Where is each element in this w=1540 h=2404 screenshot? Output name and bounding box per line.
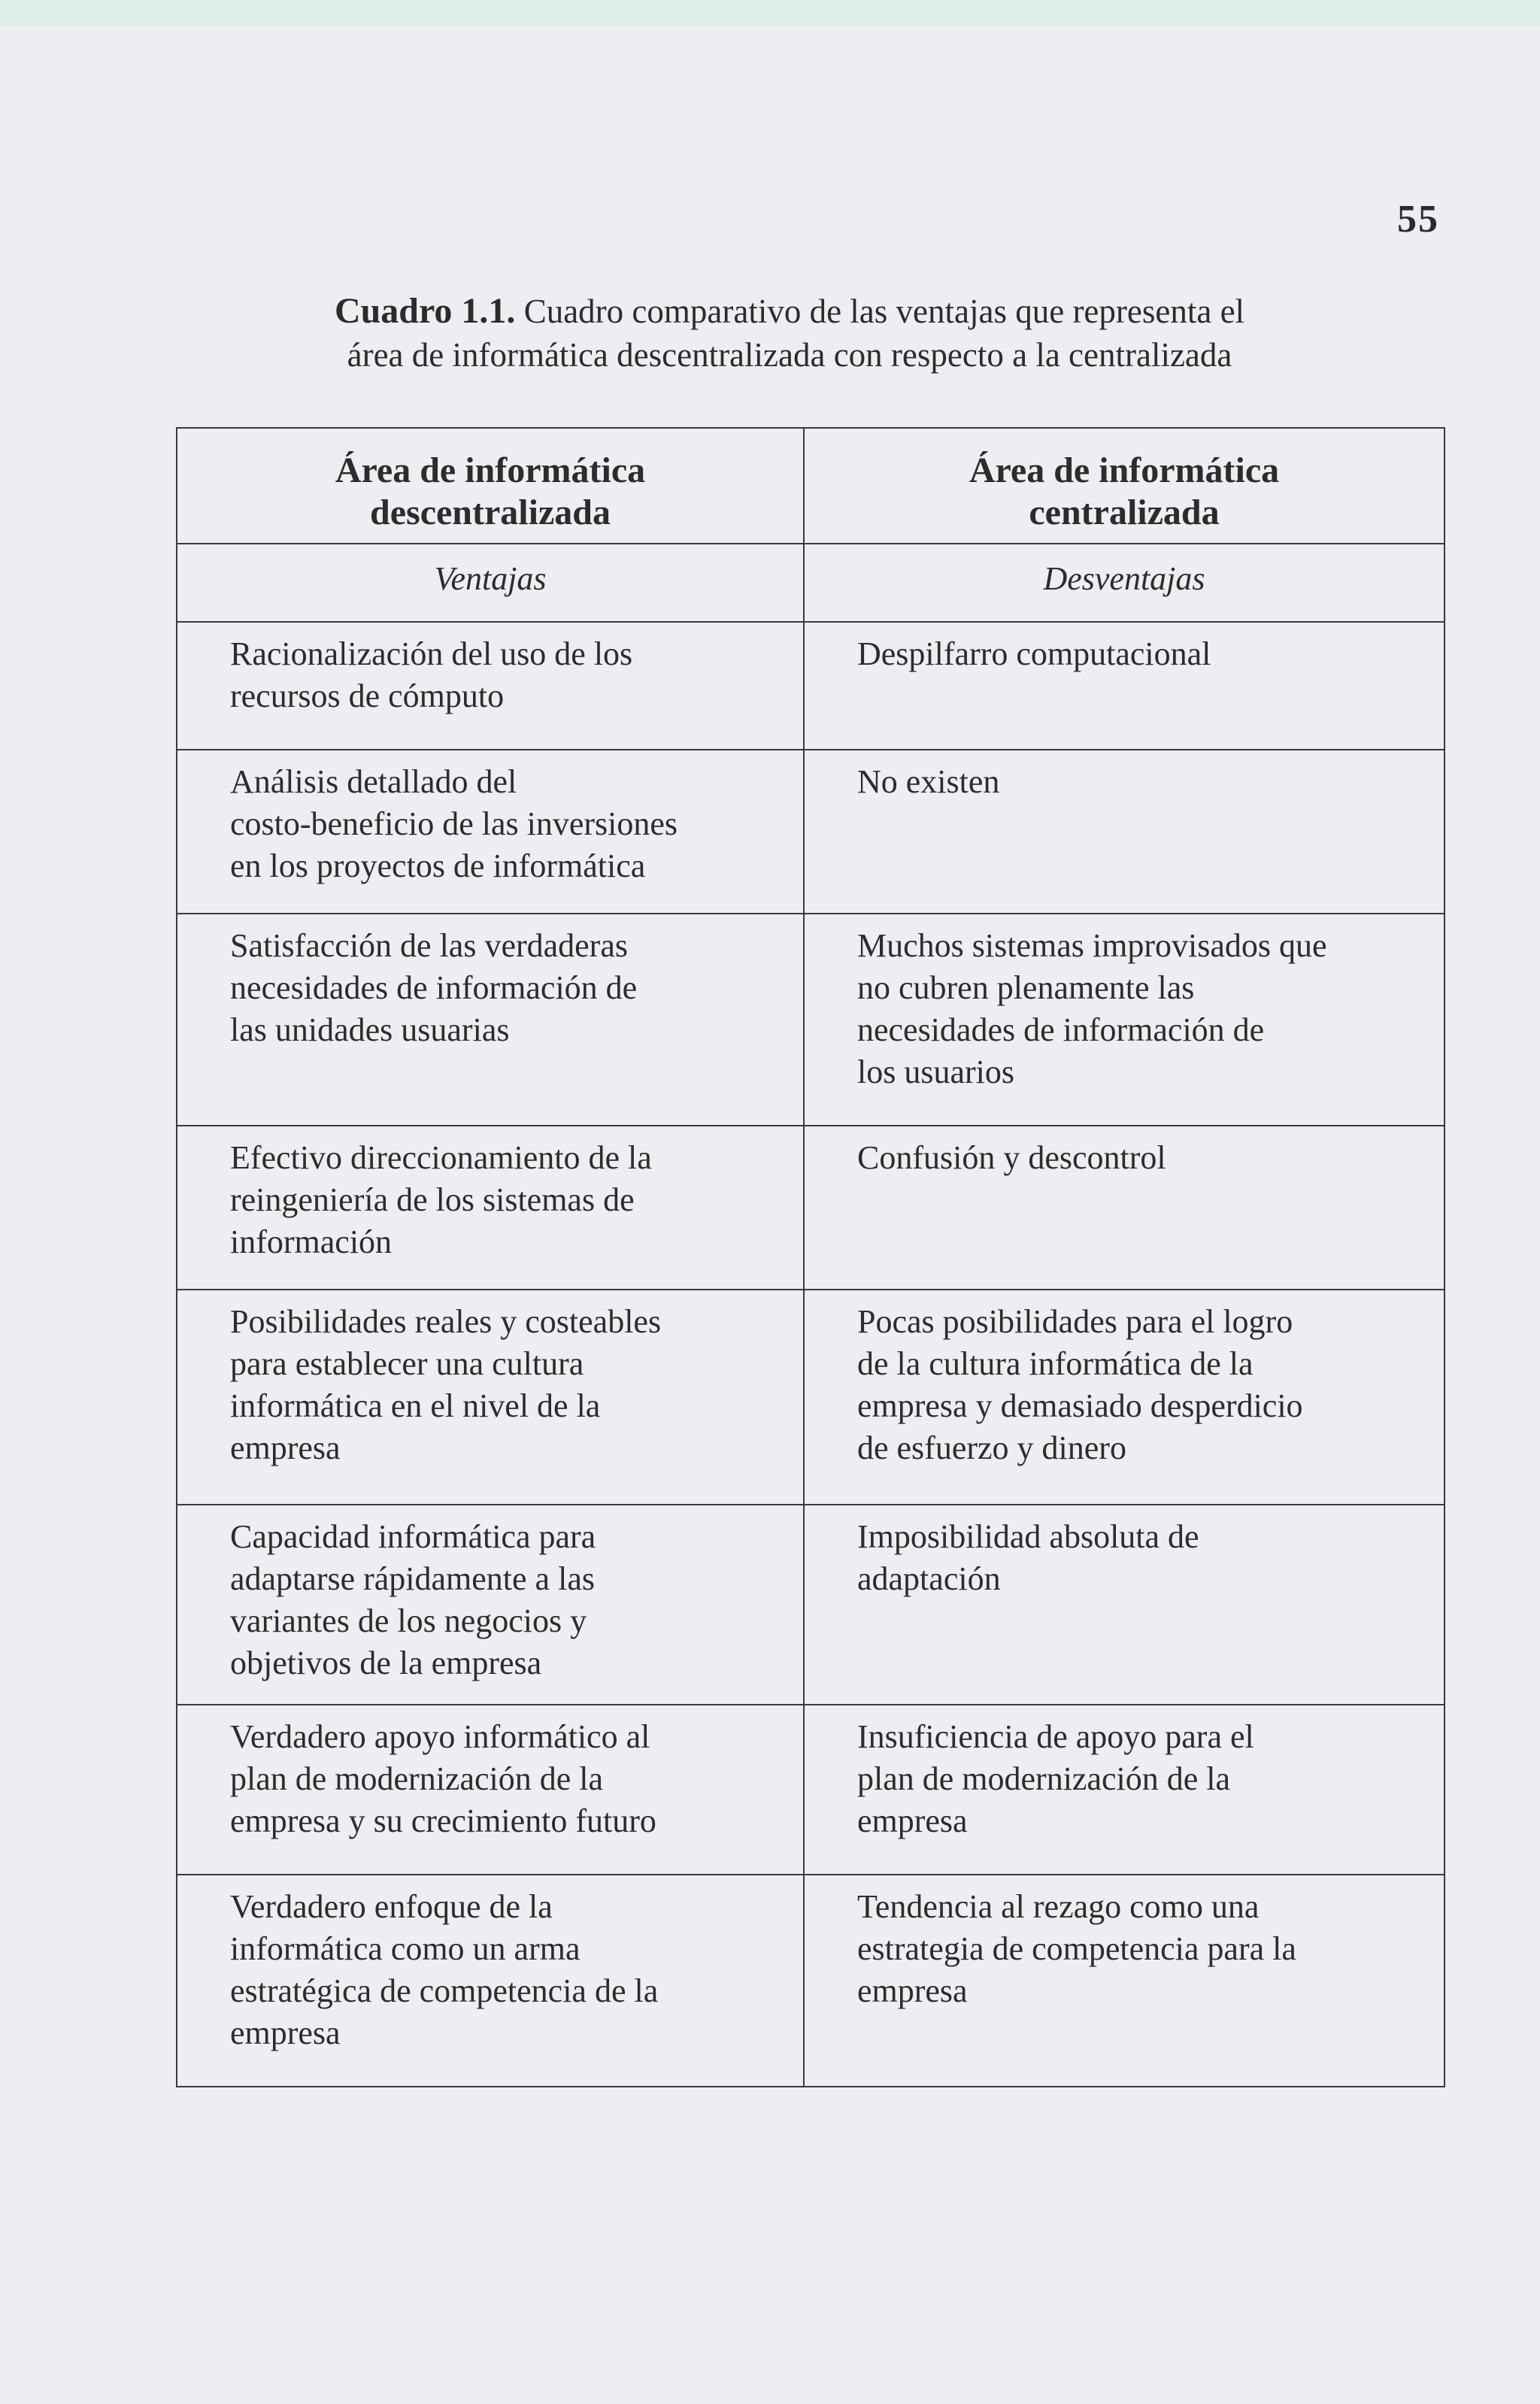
disadvantage-cell	[804, 914, 1445, 1126]
cell-text-line: Capacidad informática para	[230, 1518, 596, 1555]
cell-text-line: empresa y demasiado desperdicio	[857, 1387, 1303, 1424]
advantage-cell	[177, 1875, 804, 2087]
cell-text-line: reingeniería de los sistemas de	[230, 1181, 635, 1218]
cell-text-line: adaptarse rápidamente a las	[230, 1560, 595, 1597]
cell-text-line: Verdadero enfoque de la	[230, 1888, 553, 1925]
cell-text-line: empresa	[230, 1429, 341, 1466]
header-decentralized	[177, 428, 804, 544]
cell-text-line: necesidades de información de	[230, 969, 638, 1006]
subheader-disadvantages: Desventajas	[804, 544, 1445, 622]
disadvantage-cell	[804, 1875, 1445, 2087]
header-line: Área de informática	[335, 450, 646, 490]
advantage-cell	[177, 1505, 804, 1705]
cell-text-line: Confusión y descontrol	[857, 1139, 1166, 1176]
comparison-table	[176, 427, 1445, 2087]
cell-text-line: Imposibilidad absoluta de	[857, 1518, 1199, 1555]
header-line: Área de informática	[969, 450, 1280, 490]
page-number: 55	[1397, 198, 1439, 241]
advantage-cell	[177, 622, 804, 750]
advantage-cell	[177, 914, 804, 1126]
cell-text-line: estratégica de competencia de la	[230, 1972, 659, 2009]
advantage-cell	[177, 1126, 804, 1290]
cell-text-line: las unidades usuarias	[230, 1011, 510, 1048]
cell-text-line: Posibilidades reales y costeables	[230, 1303, 662, 1340]
cell-text-line: no cubren plenamente las	[857, 969, 1195, 1006]
cell-text-line: Análisis detallado del	[230, 763, 517, 800]
cell-text-line: informática como un arma	[230, 1930, 581, 1967]
subheader-advantages: Ventajas	[177, 544, 804, 622]
table-header-row	[177, 428, 1445, 544]
cell-text-line: plan de modernización de la	[230, 1760, 604, 1797]
cell-text-line: costo-beneficio de las inversiones	[230, 805, 678, 842]
header-line: descentralizada	[370, 493, 611, 532]
advantage-cell	[177, 1705, 804, 1875]
cell-text-line: empresa	[230, 2014, 341, 2051]
cell-text-line: los usuarios	[857, 1053, 1014, 1090]
scan-top-strip	[0, 0, 1540, 27]
header-centralized	[804, 428, 1445, 544]
cell-text-line: Racionalización del uso de los	[230, 635, 633, 672]
table-row	[177, 914, 1445, 1126]
cell-text-line: objetivos de la empresa	[230, 1645, 542, 1681]
cell-text-line: Tendencia al rezago como una	[857, 1888, 1260, 1925]
table-row	[177, 1505, 1445, 1705]
cell-text-line: adaptación	[857, 1560, 1001, 1597]
disadvantage-cell	[804, 1705, 1445, 1875]
caption-text-line-1: Cuadro comparativo de las ventajas que representa el	[523, 293, 1245, 330]
cell-text-line: empresa y su crecimiento futuro	[230, 1802, 656, 1839]
cell-text-line: empresa	[857, 1972, 968, 2009]
cell-text-line: plan de modernización de la	[857, 1760, 1231, 1797]
cell-text-line: Efectivo direccionamiento de la	[230, 1139, 652, 1176]
table-row	[177, 1290, 1445, 1505]
disadvantage-cell	[804, 1126, 1445, 1290]
cell-text-line: información	[230, 1223, 393, 1260]
cell-text-line: recursos de cómputo	[230, 678, 505, 714]
disadvantage-cell	[804, 622, 1445, 750]
cell-text-line: necesidades de información de	[857, 1011, 1265, 1048]
cell-text-line: Verdadero apoyo informático al	[230, 1718, 650, 1755]
disadvantage-cell	[804, 750, 1445, 914]
table-row	[177, 750, 1445, 914]
table-row	[177, 1126, 1445, 1290]
cell-text-line: de la cultura informática de la	[857, 1345, 1254, 1382]
advantage-cell	[177, 750, 804, 914]
cell-text-line: Muchos sistemas improvisados que	[857, 927, 1327, 964]
cell-text-line: Pocas posibilidades para el logro	[857, 1303, 1293, 1340]
header-line: centralizada	[1029, 493, 1220, 532]
cell-text-line: Insuficiencia de apoyo para el	[857, 1718, 1254, 1755]
caption-label: Cuadro 1.1.	[334, 291, 516, 331]
caption-text-line-2: área de informática descentralizada con respecto a la centralizada	[347, 336, 1232, 374]
table-row	[177, 1705, 1445, 1875]
disadvantage-cell	[804, 1505, 1445, 1705]
cell-text-line: en los proyectos de informática	[230, 847, 646, 884]
advantage-cell	[177, 1290, 804, 1505]
cell-text-line: empresa	[857, 1802, 968, 1839]
cell-text-line: para establecer una cultura	[230, 1345, 584, 1382]
table-row	[177, 1875, 1445, 2087]
cell-text-line: estrategia de competencia para la	[857, 1930, 1296, 1967]
table-subheader-row	[177, 544, 1445, 622]
disadvantage-cell	[804, 1290, 1445, 1505]
cell-text-line: Despilfarro computacional	[857, 635, 1211, 672]
table-row	[177, 622, 1445, 750]
cell-text-line: No existen	[857, 763, 1000, 800]
cell-text-line: informática en el nivel de la	[230, 1387, 601, 1424]
cell-text-line: variantes de los negocios y	[230, 1602, 587, 1639]
cell-text-line: de esfuerzo y dinero	[857, 1429, 1126, 1466]
cell-text-line: Satisfacción de las verdaderas	[230, 927, 628, 964]
table-caption	[188, 290, 1391, 377]
